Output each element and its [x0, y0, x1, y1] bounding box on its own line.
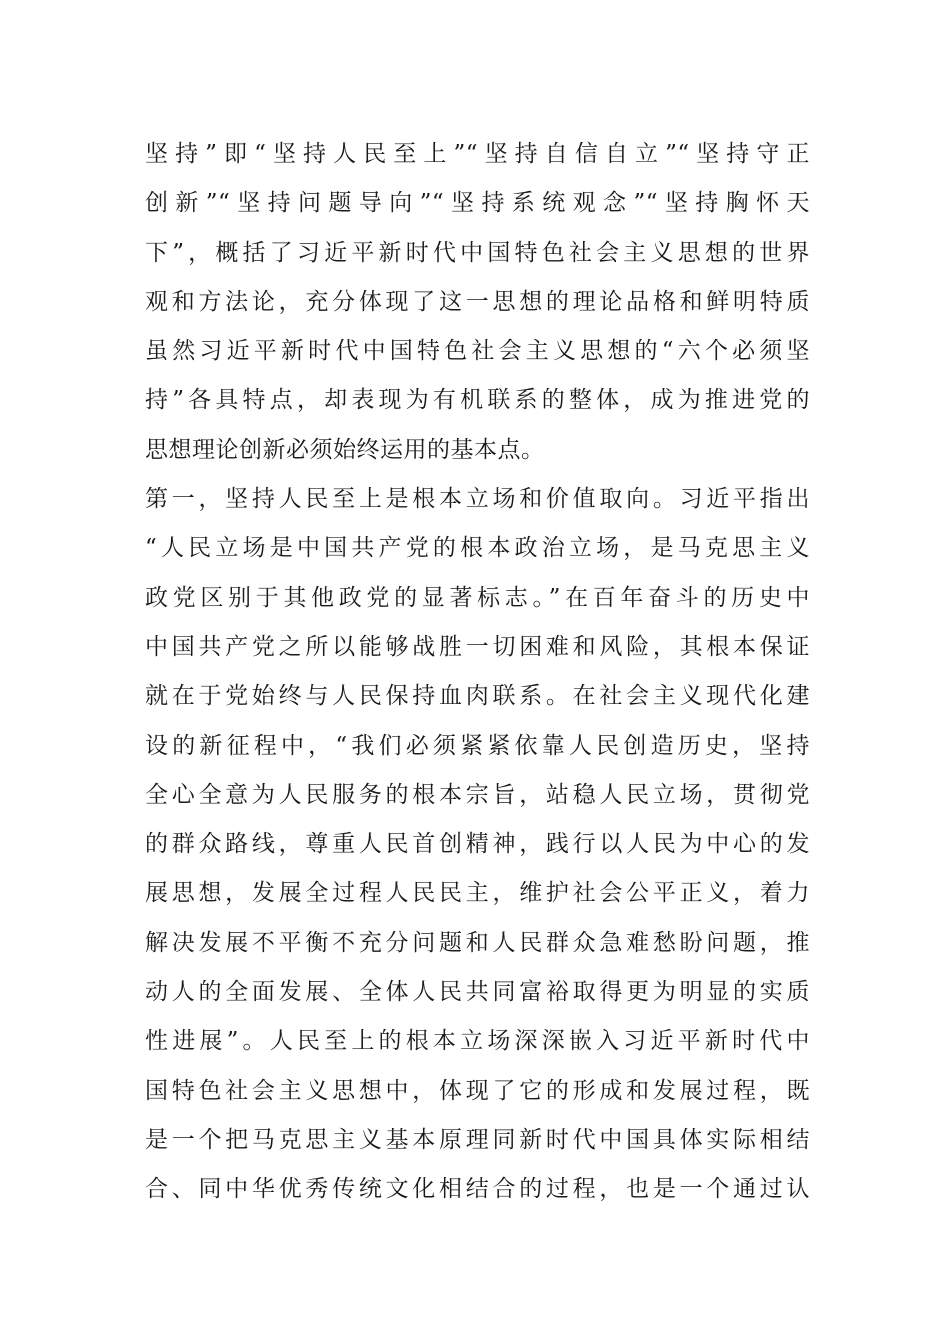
text-line: 展思想，发展全过程人民民主，维护社会公平正义，着力 — [145, 880, 810, 907]
body-text — [145, 130, 810, 1215]
text-line: 是一个把马克思主义基本原理同新时代中国具体实际相结 — [145, 1126, 810, 1153]
text-line: “人民立场是中国共产党的根本政治立场，是马克思主义 — [145, 535, 810, 562]
text-line: 的群众路线，尊重人民首创精神，践行以人民为中心的发 — [145, 831, 810, 858]
text-line: 解决发展不平衡不充分问题和人民群众急难愁盼问题，推 — [145, 929, 810, 956]
text-line: 虽然习近平新时代中国特色社会主义思想的“六个必须坚 — [145, 338, 810, 365]
text-line: 创新”“坚持问题导向”“坚持系统观念”“坚持胸怀天 — [145, 190, 810, 217]
text-line: 合、同中华优秀传统文化相结合的过程，也是一个通过认 — [145, 1176, 810, 1203]
text-line: 下”，概括了习近平新时代中国特色社会主义思想的世界 — [145, 239, 810, 266]
text-line: 国特色社会主义思想中，体现了它的形成和发展过程，既 — [145, 1077, 810, 1104]
text-line: 第一，坚持人民至上是根本立场和价值取向。习近平指出 — [145, 486, 810, 513]
text-line: 政党区别于其他政党的显著标志。”在百年奋斗的历史中 — [145, 584, 810, 611]
text-line: 观和方法论，充分体现了这一思想的理论品格和鲜明特质 — [145, 288, 810, 315]
text-line: 思想理论创新必须始终运用的基本点。 — [145, 436, 545, 463]
text-line: 坚持”即“坚持人民至上”“坚持自信自立”“坚持守正 — [145, 141, 810, 167]
text-line: 全心全意为人民服务的根本宗旨，站稳人民立场，贯彻党 — [145, 781, 810, 808]
text-line: 持”各具特点，却表现为有机联系的整体，成为推进党的 — [145, 387, 810, 414]
text-line: 就在于党始终与人民保持血肉联系。在社会主义现代化建 — [145, 683, 810, 710]
text-line: 性进展”。人民至上的根本立场深深嵌入习近平新时代中 — [145, 1028, 810, 1055]
text-line: 动人的全面发展、全体人民共同富裕取得更为明显的实质 — [145, 979, 810, 1006]
text-line: 设的新征程中，“我们必须紧紧依靠人民创造历史，坚持 — [145, 732, 810, 759]
text-line: 中国共产党之所以能够战胜一切困难和风险，其根本保证 — [145, 633, 810, 660]
